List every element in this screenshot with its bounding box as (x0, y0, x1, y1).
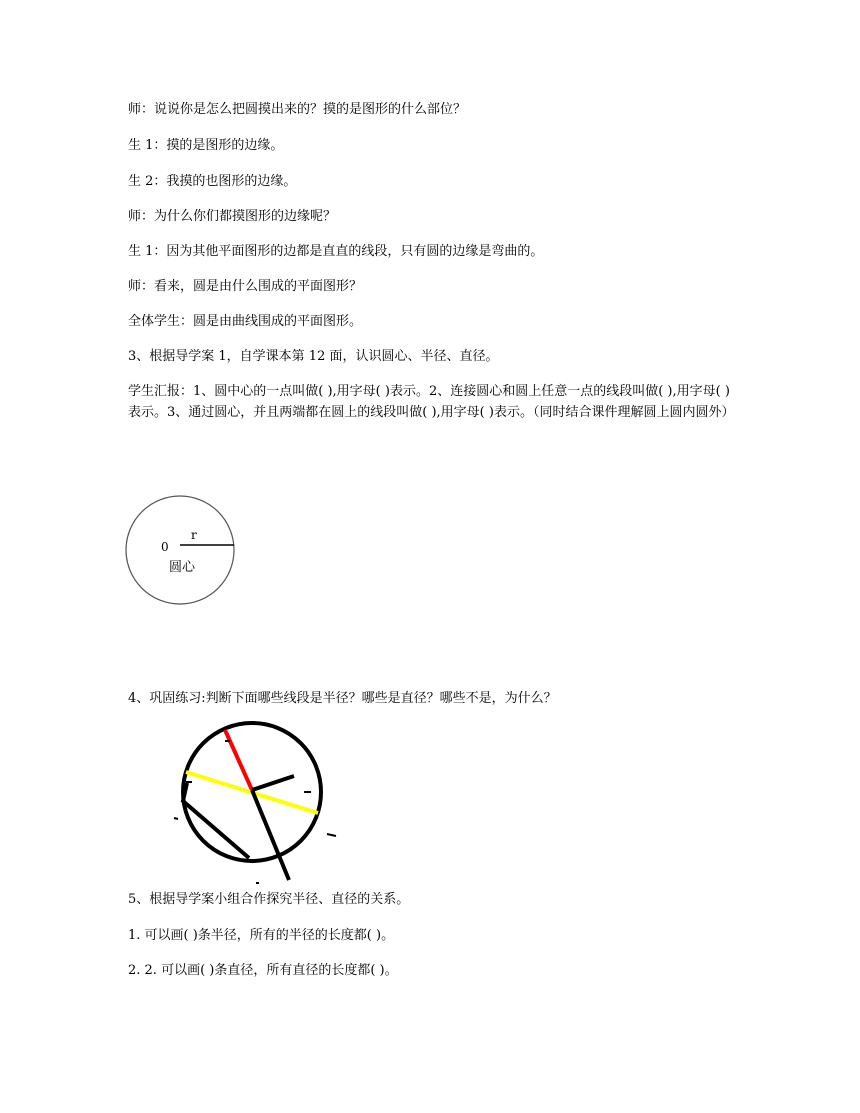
dialogue-line-2: 生 1：摸的是图形的边缘。 (128, 138, 284, 153)
radius-label: r (191, 528, 197, 542)
dialogue-line-5: 生 1：因为其他平面图形的边都是直直的线段，只有圆的边缘是弯曲的。 (128, 244, 544, 259)
section-3-heading: 3、根据导学案 1，自学课本第 12 面，认识圆心、半径、直径。 (128, 349, 499, 364)
chord-segment (183, 783, 249, 858)
dialogue-line-3: 生 2：我摸的也图形的边缘。 (128, 174, 297, 189)
red-radius (225, 730, 252, 790)
section-4-heading: 4、巩固练习:判断下面哪些线段是半径？哪些是直径？哪些不是，为什么？ (128, 691, 557, 706)
short-segment (252, 776, 294, 790)
dialogue-line-7: 全体学生：圆是由曲线围成的平面图形。 (128, 314, 363, 329)
segments-diagram (168, 720, 348, 890)
section-5-heading: 5、根据导学案小组合作探究半径、直径的关系。 (128, 892, 410, 907)
circle-diagram (123, 493, 237, 607)
center-caption: 圆心 (169, 560, 196, 575)
dialogue-line-1: 师：说说你是怎么把圆摸出来的？摸的是图形的什么部位？ (128, 102, 467, 117)
circle-outline (126, 496, 234, 604)
question-2: 2. 2. 可以画( )条直径，所有直径的长度都( )。 (128, 963, 398, 978)
center-label: 0 (161, 540, 169, 554)
question-1: 1. 可以画( )条半径，所有的半径的长度都( )。 (128, 928, 395, 943)
tick-mark-5 (327, 834, 336, 836)
tick-mark-4 (174, 818, 178, 819)
dialogue-line-4: 师：为什么你们都摸图形的边缘呢？ (128, 209, 337, 224)
dialogue-line-6: 师：看来，圆是由什么围成的平面图形？ (128, 279, 363, 294)
student-report-paragraph: 学生汇报：1、圆中心的一点叫做( ),用字母( )表示。2、连接圆心和圆上任意一点的线段叫做( ),用字母( )表示。3、通过圆心，并且两端都在圆上的线段叫做( ),用字母( )表示。（同时结合课件理解圆上圆内圆外） (128, 384, 735, 420)
